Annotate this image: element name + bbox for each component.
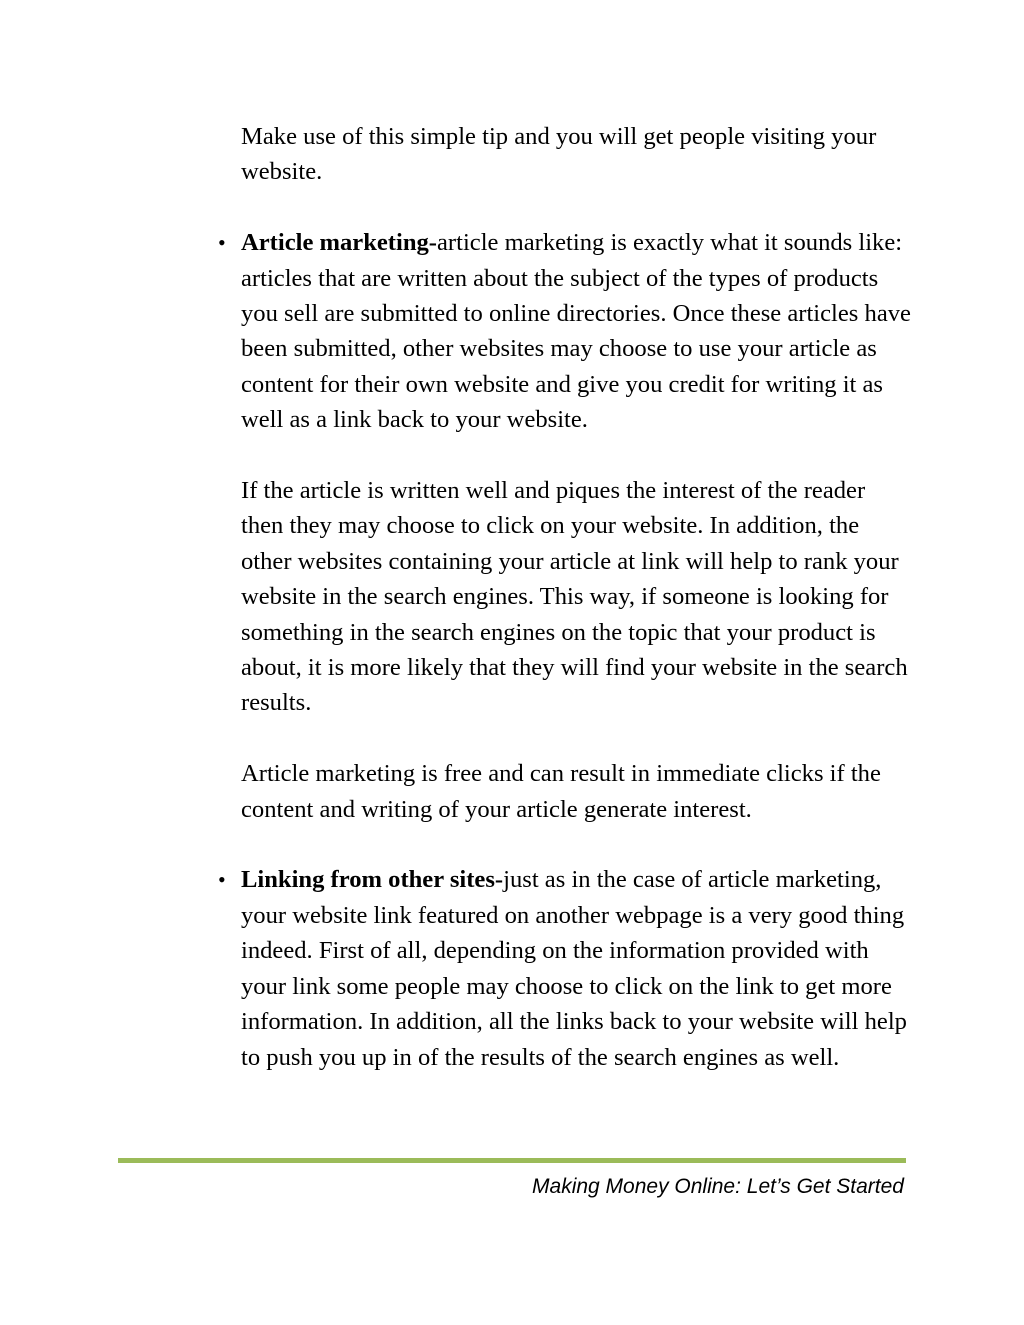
document-body (218, 119, 913, 1110)
bullet-lead-linking: Linking from other sites- (241, 866, 504, 894)
bullet-text-linking: just as in the case of article marketing, your website link featured on another webpage is a very good thing indeed. First of all, depending on the information provided with your link some people may choose to click on the link to get more information. In addition, all the links back to your website will help to push you up in of the results of the search engines as well. (241, 866, 907, 1071)
footer-divider (118, 1158, 906, 1163)
footer-title: Making Money Online: Let’s Get Started (532, 1175, 904, 1198)
bullet-text-article-marketing: article marketing is exactly what it sounds like: articles that are written about the subject of the types of products you sell are submitted to online directories. Once these articles have been submitted, other websites may choose to use your article as content for their own website and give you credit for writing it as well as a link back to your website. (241, 229, 911, 434)
paragraph-article-ranking: If the article is written well and piques the interest of the reader then they may choose to click on your website. In addition, the other websites containing your article at link will help to rank your website in the search engines. This way, if someone is looking for something in the search engines on the topic that your product is about, it is more likely that they will find your website in the search results. (241, 477, 908, 717)
bullet-icon: • (218, 230, 226, 256)
bullet-icon: • (218, 867, 226, 893)
intro-paragraph: Make use of this simple tip and you will get people visiting your website. (241, 123, 877, 186)
paragraph-article-free: Article marketing is free and can result in immediate clicks if the content and writing of your article generate interest. (241, 760, 881, 823)
bullet-item-article-marketing (218, 225, 913, 437)
bullet-item-linking (218, 862, 913, 1074)
bullet-lead-article-marketing: Article marketing- (241, 229, 437, 257)
